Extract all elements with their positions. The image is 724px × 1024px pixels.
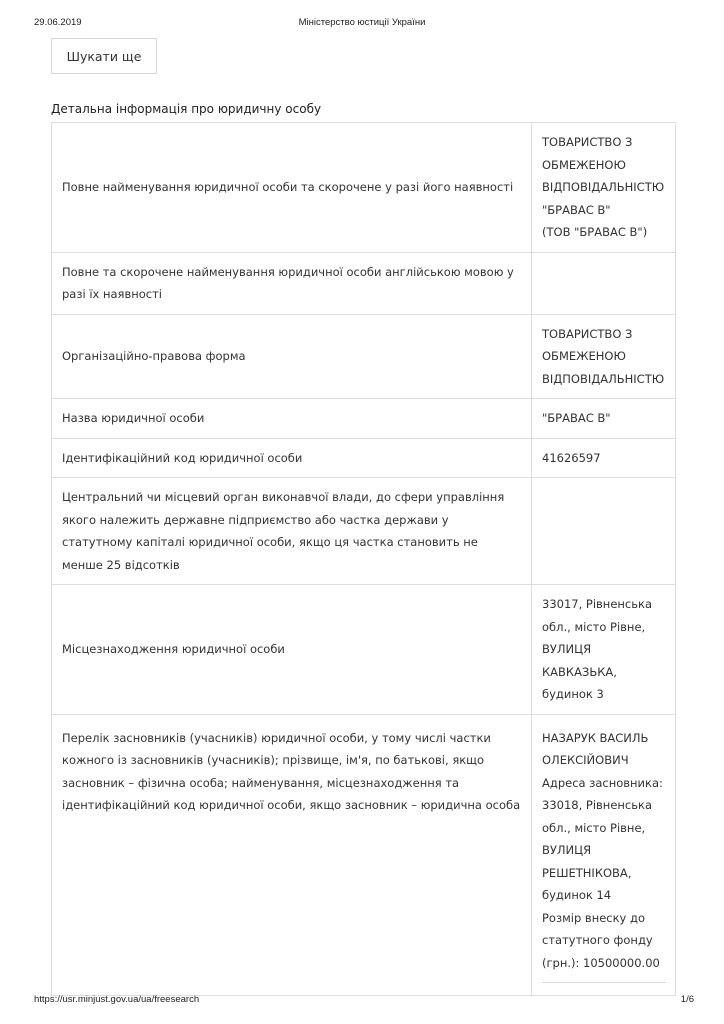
- row-value-legal-form: [532, 314, 676, 399]
- print-url: https://usr.minjust.gov.ua/ua/freesearch: [34, 994, 200, 1005]
- row-value-founders: [532, 714, 676, 996]
- value-line: ОБМЕЖЕНОЮ: [542, 349, 626, 363]
- value-line: 41626597: [542, 450, 601, 465]
- row-value-english-name: [532, 252, 676, 314]
- value-line: статутного фонду: [542, 933, 653, 947]
- table-row: [52, 714, 676, 996]
- value-line: ВУЛИЦЯ: [542, 843, 592, 857]
- founder-separator: [542, 982, 666, 983]
- value-line: 33017, Рівненська: [542, 597, 653, 611]
- row-label-legal-form: Організаційно-правова форма: [52, 314, 532, 399]
- row-value-location: [532, 585, 676, 715]
- legal-entity-details-table: [51, 122, 676, 996]
- print-header: [0, 14, 724, 30]
- value-line: Розмір внеску до: [542, 910, 646, 925]
- row-label-founders: Перелік засновників (учасників) юридичної особи, у тому числі частки кожного із засновників (учасників); прізвище, ім'я, по батькові, якщо засновник – фізична особа; найменування, місцезнаходження та ідентифікаційний код юридичної особи, якщо засновник – юридична особа: [52, 714, 532, 996]
- table-row: [52, 478, 676, 585]
- value-line: ТОВАРИСТВО З: [542, 135, 633, 149]
- value-line: ВУЛИЦЯ: [542, 642, 592, 656]
- row-value-governing-authority: [532, 478, 676, 585]
- value-line: "БРАВАС В": [542, 411, 611, 425]
- row-label-full-name: Повне найменування юридичної особи та скорочене у разі його наявності: [52, 123, 532, 253]
- value-line: Адреса засновника:: [542, 775, 663, 790]
- value-line: КАВКАЗЬКА,: [542, 664, 617, 679]
- value-line: "БРАВАС В": [542, 202, 611, 217]
- value-line: ОЛЕКСІЙОВИЧ: [542, 753, 629, 767]
- value-line: (грн.): 10500000.00: [542, 955, 660, 970]
- value-line: ВІДПОВІДАЛЬНІСТЮ: [542, 371, 665, 386]
- value-line: обл., місто Рівне,: [542, 619, 646, 634]
- row-label-english-name: Повне та скорочене найменування юридичної особи англійською мовою у разі їх наявності: [52, 252, 532, 314]
- value-line: (ТОВ "БРАВАС В"): [542, 225, 648, 239]
- print-page-title: Міністерство юстиції України: [298, 17, 426, 28]
- row-label-governing-authority: Центральний чи місцевий орган виконавчої влади, до сфери управління якого належить державне підприємство або частка держави у статутному капіталі юридичної особи, якщо ця частка становить не менше 25 відсотків: [52, 478, 532, 585]
- row-label-location: Місцезнаходження юридичної особи: [52, 585, 532, 715]
- value-line: ВІДПОВІДАЛЬНІСТЮ: [542, 180, 665, 194]
- print-footer: [0, 993, 724, 1007]
- table-row: [52, 585, 676, 715]
- table-row: [52, 123, 676, 253]
- value-line: ТОВАРИСТВО З: [542, 326, 633, 341]
- print-page-number: 1/6: [680, 994, 694, 1005]
- value-line: будинок 3: [542, 687, 604, 701]
- table-row: [52, 252, 676, 314]
- section-title: Детальна інформація про юридичну особу: [51, 102, 322, 116]
- value-line: ОБМЕЖЕНОЮ: [542, 157, 626, 172]
- row-label-entity-name: Назва юридичної особи: [52, 399, 532, 439]
- value-line: НАЗАРУК ВАСИЛЬ: [542, 730, 649, 745]
- table-row: [52, 314, 676, 399]
- value-line: будинок 14: [542, 888, 612, 902]
- value-line: 33018, Рівненська: [542, 798, 653, 812]
- print-date: 29.06.2019: [34, 17, 82, 28]
- table-row: [52, 438, 676, 478]
- value-line: обл., місто Рівне,: [542, 820, 646, 835]
- row-label-id-code: Ідентифікаційний код юридичної особи: [52, 438, 532, 478]
- row-value-entity-name: [532, 399, 676, 439]
- value-line: РЕШЕТНІКОВА,: [542, 865, 632, 880]
- row-value-full-name: [532, 123, 676, 253]
- search-again-button[interactable]: Шукати ще: [51, 38, 157, 74]
- table-row: [52, 399, 676, 439]
- row-value-id-code: [532, 438, 676, 478]
